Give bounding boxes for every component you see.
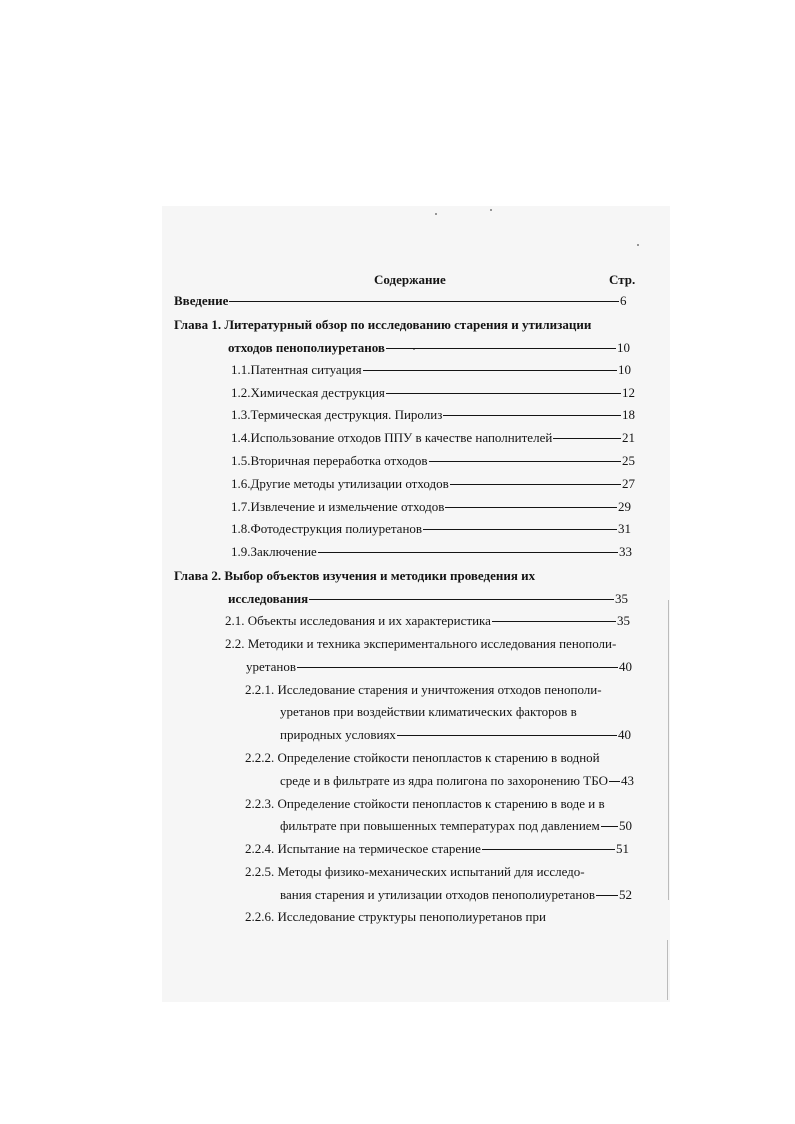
- toc-entry: [231, 384, 635, 402]
- entry-text: среде и в фильтрате из ядра полигона по захоронению ТБО: [280, 773, 608, 788]
- chapter2-title-cont: [228, 590, 628, 608]
- page-number: 18: [622, 407, 635, 422]
- entry-2-2-5-line1: 2.2.5. Методы физико-механических испытаний для исследо-: [245, 864, 585, 879]
- leader-line: [229, 301, 619, 302]
- entry-2-2-5-line2: [280, 886, 632, 904]
- toc-entry-intro: [174, 292, 630, 310]
- leader-line: [318, 552, 618, 553]
- entry-text: 1.2.Химическая деструкция: [231, 385, 385, 400]
- leader-line: [492, 621, 616, 622]
- scan-speck: [637, 244, 639, 246]
- leader-line: [386, 393, 621, 394]
- page-number: 27: [622, 476, 635, 491]
- toc-entry: [231, 452, 635, 470]
- page-number: 35: [617, 613, 630, 628]
- page-number: 10: [617, 340, 630, 355]
- entry-2-2-line1: 2.2. Методики и техника экспериментального исследования пенополи-: [225, 636, 617, 651]
- entry-text: 2.2.4. Испытание на термическое старение: [245, 841, 481, 856]
- toc-entry: [231, 520, 631, 538]
- page-number: 50: [619, 818, 632, 833]
- toc-entry-2-2-4: [245, 840, 629, 858]
- entry-text: вания старения и утилизации отходов пенополиуретанов: [280, 887, 596, 902]
- toc-entry: [231, 429, 635, 447]
- entry-2-2-3-line2: [280, 817, 632, 835]
- page-number: 51: [616, 841, 629, 856]
- leader-line: [309, 599, 614, 600]
- scan-speck: [490, 209, 492, 211]
- page-number: 33: [619, 544, 632, 559]
- leader-line: [482, 849, 615, 850]
- leader-line: [297, 667, 618, 668]
- page-number: 52: [619, 887, 632, 902]
- entry-2-2-1-line2: уретанов при воздействии климатических факторов в: [280, 704, 577, 719]
- leader-line: [450, 484, 621, 485]
- toc-entry-2-1: [225, 612, 630, 630]
- entry-2-2-6-line1: 2.2.6. Исследование структуры пенополиуретанов при: [245, 909, 546, 924]
- scan-speck: [435, 213, 437, 215]
- page-number: 29: [618, 499, 631, 514]
- leader-line: [553, 438, 621, 439]
- page-edge-shadow: [668, 600, 669, 900]
- chapter2-title: Глава 2. Выбор объектов изучения и методики проведения их: [174, 568, 536, 583]
- page-edge-shadow: [667, 940, 668, 1000]
- entry-2-2-1-line1: 2.2.1. Исследование старения и уничтожения отходов пенополи-: [245, 682, 602, 697]
- entry-text: исследования: [228, 591, 309, 606]
- leader-line: [397, 735, 617, 736]
- entry-2-2-3-line1: 2.2.3. Определение стойкости пенопластов к старению в воде и в: [245, 796, 605, 811]
- toc-entry: [231, 406, 635, 424]
- toc-entry: [231, 543, 632, 561]
- chapter1-title-cont: [228, 339, 630, 357]
- entry-text: 1.6.Другие методы утилизации отходов: [231, 476, 449, 491]
- leader-line: [386, 348, 616, 349]
- toc-entry: [231, 475, 635, 493]
- entry-text: 2.1. Объекты исследования и их характеристика: [225, 613, 491, 628]
- entry-text: 1.4.Использование отходов ППУ в качестве наполнителей: [231, 430, 553, 445]
- chapter1-title: Глава 1. Литературный обзор по исследованию старения и утилизации: [174, 317, 592, 332]
- leader-line: [445, 507, 617, 508]
- leader-line: [596, 895, 618, 896]
- entry-text: отходов пенополиуретанов: [228, 340, 385, 355]
- toc-entry: [231, 498, 631, 516]
- page-column-header: Стр.: [609, 272, 636, 287]
- page-number: 25: [622, 453, 635, 468]
- leader-line: [429, 461, 621, 462]
- entry-text: уретанов: [246, 659, 296, 674]
- leader-line: [443, 415, 621, 416]
- leader-line: [601, 826, 618, 827]
- entry-text: 1.9.Заключение: [231, 544, 317, 559]
- entry-text: 1.5.Вторичная переработка отходов: [231, 453, 428, 468]
- entry-text: 1.1.Патентная ситуация: [231, 362, 362, 377]
- page-number: 10: [618, 362, 631, 377]
- page-number: 31: [618, 521, 631, 536]
- page-number: 40: [619, 659, 632, 674]
- entry-2-2-2-line2: [280, 772, 634, 790]
- page-number: 21: [622, 430, 635, 445]
- leader-line: [609, 781, 620, 782]
- entry-2-2-1-line3: [280, 726, 631, 744]
- page-number: 40: [618, 727, 631, 742]
- entry-2-2-2-line1: 2.2.2. Определение стойкости пенопластов к старению в водной: [245, 750, 600, 765]
- entry-text: 1.8.Фотодеструкция полиуретанов: [231, 521, 423, 536]
- page-number: 43: [621, 773, 634, 788]
- page-number: 6: [620, 293, 627, 308]
- entry-text: Введение: [174, 293, 229, 308]
- page-number: 35: [615, 591, 628, 606]
- entry-text: 1.7.Извлечение и измельчение отходов: [231, 499, 445, 514]
- entry-2-2-line2: [246, 658, 632, 676]
- leader-line: [423, 529, 617, 530]
- toc-entry: [231, 361, 631, 379]
- leader-line: [363, 370, 617, 371]
- entry-text: 1.3.Термическая деструкция. Пиролиз: [231, 407, 443, 422]
- entry-text: природных условиях: [280, 727, 396, 742]
- toc-title: Содержание: [374, 272, 446, 287]
- entry-text: фильтрате при повышенных температурах под давлением: [280, 818, 600, 833]
- page-number: 12: [622, 385, 635, 400]
